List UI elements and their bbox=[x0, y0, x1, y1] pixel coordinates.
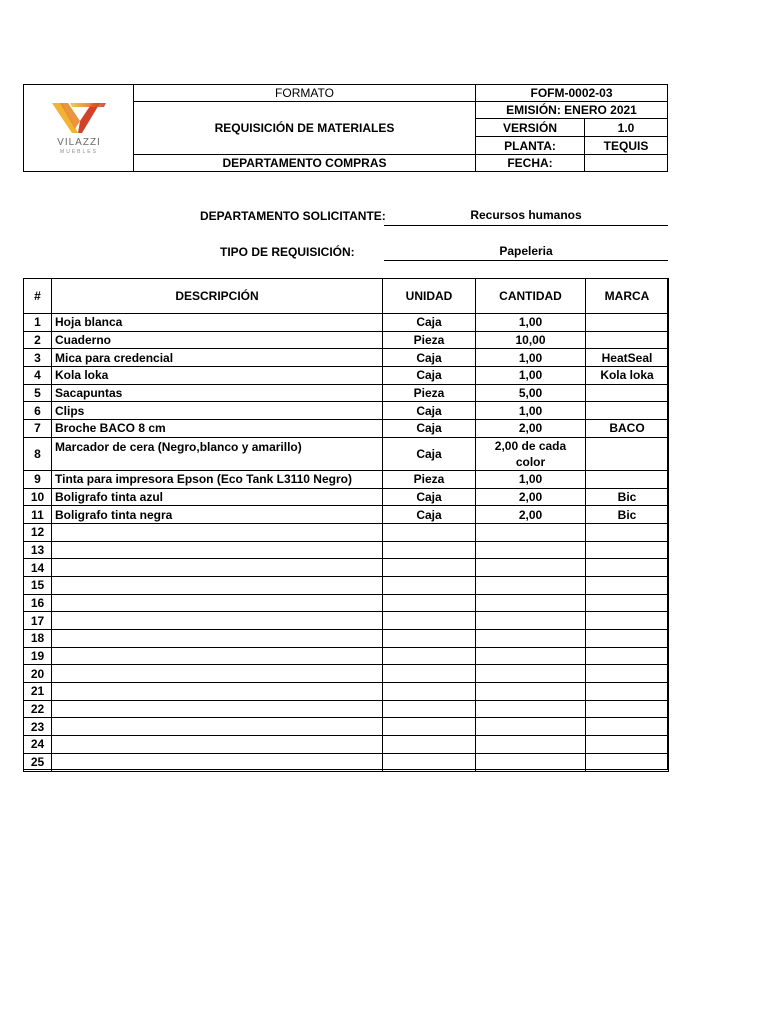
row-brand[interactable] bbox=[586, 630, 669, 648]
row-number: 19 bbox=[24, 647, 52, 665]
row-brand[interactable] bbox=[586, 594, 669, 612]
row-brand[interactable]: HeatSeal bbox=[586, 349, 669, 367]
row-quantity[interactable]: 1,00 bbox=[476, 349, 586, 367]
row-description[interactable]: Boligrafo tinta azul bbox=[52, 488, 383, 506]
row-number: 6 bbox=[24, 402, 52, 420]
row-number: 3 bbox=[24, 349, 52, 367]
row-brand[interactable] bbox=[586, 700, 669, 718]
row-unit[interactable]: Caja bbox=[383, 367, 476, 385]
table-row bbox=[24, 559, 669, 577]
row-unit[interactable]: Caja bbox=[383, 349, 476, 367]
row-quantity[interactable] bbox=[476, 736, 586, 754]
version-label: VERSIÓN bbox=[502, 120, 557, 135]
logo-subtext: MUEBLES bbox=[60, 149, 98, 155]
row-unit[interactable] bbox=[383, 559, 476, 577]
row-unit[interactable]: Caja bbox=[383, 488, 476, 506]
materials-table bbox=[23, 278, 669, 772]
row-quantity[interactable]: 2,00 bbox=[476, 420, 586, 438]
column-header-quantity: CANTIDAD bbox=[476, 279, 586, 314]
row-description[interactable] bbox=[52, 683, 383, 701]
column-header-brand: MARCA bbox=[586, 279, 669, 314]
row-brand[interactable] bbox=[586, 665, 669, 683]
table-row bbox=[24, 523, 669, 541]
row-description[interactable] bbox=[52, 736, 383, 754]
row-brand[interactable] bbox=[586, 647, 669, 665]
table-row bbox=[24, 736, 669, 754]
row-quantity[interactable] bbox=[476, 718, 586, 736]
row-unit[interactable] bbox=[383, 683, 476, 701]
row-brand[interactable] bbox=[586, 384, 669, 402]
row-unit[interactable] bbox=[383, 753, 476, 771]
requisition-type-value[interactable]: Papeleria bbox=[499, 244, 553, 258]
table-row bbox=[24, 349, 669, 367]
row-brand[interactable] bbox=[586, 753, 669, 771]
table-row bbox=[24, 420, 669, 438]
table-row bbox=[24, 630, 669, 648]
planta-value: TEQUIS bbox=[603, 138, 649, 153]
row-description[interactable] bbox=[52, 665, 383, 683]
table-row bbox=[24, 470, 669, 488]
row-quantity[interactable] bbox=[476, 541, 586, 559]
table-row bbox=[24, 402, 669, 420]
row-number: 12 bbox=[24, 523, 52, 541]
column-header-number: # bbox=[24, 279, 52, 314]
row-brand[interactable]: BACO bbox=[586, 420, 669, 438]
row-number: 8 bbox=[24, 437, 52, 470]
column-header-description: DESCRIPCIÓN bbox=[52, 279, 383, 314]
row-quantity[interactable] bbox=[476, 612, 586, 630]
row-quantity[interactable]: 2,00 bbox=[476, 488, 586, 506]
row-brand[interactable] bbox=[586, 612, 669, 630]
row-number: 24 bbox=[24, 736, 52, 754]
row-number: 11 bbox=[24, 506, 52, 524]
row-quantity[interactable]: 1,00 bbox=[476, 402, 586, 420]
row-number: 25 bbox=[24, 753, 52, 771]
row-description[interactable]: Clips bbox=[52, 402, 383, 420]
row-quantity[interactable] bbox=[476, 630, 586, 648]
table-header-row bbox=[24, 279, 669, 314]
row-brand[interactable]: Bic bbox=[586, 488, 669, 506]
row-unit[interactable]: Pieza bbox=[383, 384, 476, 402]
fecha-value[interactable] bbox=[585, 155, 667, 171]
row-description[interactable] bbox=[52, 718, 383, 736]
row-description[interactable]: Cuaderno bbox=[52, 331, 383, 349]
row-description[interactable]: Kola loka bbox=[52, 367, 383, 385]
row-quantity[interactable] bbox=[476, 665, 586, 683]
table-row bbox=[24, 331, 669, 349]
row-unit[interactable]: Caja bbox=[383, 420, 476, 438]
row-quantity[interactable]: 1,00 bbox=[476, 470, 586, 488]
row-description[interactable] bbox=[52, 594, 383, 612]
row-number: 15 bbox=[24, 576, 52, 594]
row-description[interactable] bbox=[52, 559, 383, 577]
row-unit[interactable] bbox=[383, 665, 476, 683]
row-unit[interactable]: Caja bbox=[383, 402, 476, 420]
requesting-department-value[interactable]: Recursos humanos bbox=[470, 208, 582, 222]
row-number: 4 bbox=[24, 367, 52, 385]
row-description[interactable]: Marcador de cera (Negro,blanco y amarillo) bbox=[52, 437, 383, 470]
table-row bbox=[24, 665, 669, 683]
row-brand[interactable] bbox=[586, 470, 669, 488]
row-quantity[interactable] bbox=[476, 594, 586, 612]
row-brand[interactable] bbox=[586, 523, 669, 541]
row-brand[interactable] bbox=[586, 541, 669, 559]
row-unit[interactable] bbox=[383, 700, 476, 718]
row-description[interactable] bbox=[52, 700, 383, 718]
document-title: REQUISICIÓN DE MATERIALES bbox=[214, 121, 395, 135]
requisition-type-label: TIPO DE REQUISICIÓN: bbox=[220, 245, 355, 259]
row-description[interactable] bbox=[52, 523, 383, 541]
table-row bbox=[24, 700, 669, 718]
table-row bbox=[24, 541, 669, 559]
planta-label: PLANTA: bbox=[504, 138, 556, 153]
row-number: 23 bbox=[24, 718, 52, 736]
row-number: 20 bbox=[24, 665, 52, 683]
table-row bbox=[24, 384, 669, 402]
table-row bbox=[24, 506, 669, 524]
row-unit[interactable] bbox=[383, 523, 476, 541]
row-number: 18 bbox=[24, 630, 52, 648]
table-row bbox=[24, 594, 669, 612]
row-number: 7 bbox=[24, 420, 52, 438]
fecha-label: FECHA: bbox=[507, 156, 553, 170]
row-brand[interactable] bbox=[586, 683, 669, 701]
row-unit[interactable] bbox=[383, 630, 476, 648]
logo-wordmark: VILAZZI bbox=[57, 137, 101, 148]
row-brand[interactable]: Bic bbox=[586, 506, 669, 524]
row-unit[interactable]: Pieza bbox=[383, 470, 476, 488]
row-number: 14 bbox=[24, 559, 52, 577]
row-brand[interactable] bbox=[586, 576, 669, 594]
formato-label: FORMATO bbox=[275, 86, 334, 100]
table-row bbox=[24, 437, 669, 470]
row-brand[interactable] bbox=[586, 331, 669, 349]
table-row bbox=[24, 647, 669, 665]
row-unit[interactable]: Caja bbox=[383, 314, 476, 332]
row-brand[interactable] bbox=[586, 718, 669, 736]
column-header-unit: UNIDAD bbox=[383, 279, 476, 314]
row-quantity[interactable] bbox=[476, 700, 586, 718]
row-unit[interactable] bbox=[383, 647, 476, 665]
table-row bbox=[24, 367, 669, 385]
row-quantity[interactable]: 5,00 bbox=[476, 384, 586, 402]
table-row bbox=[24, 314, 669, 332]
row-description[interactable]: Boligrafo tinta negra bbox=[52, 506, 383, 524]
row-description[interactable] bbox=[52, 753, 383, 771]
row-description[interactable] bbox=[52, 630, 383, 648]
row-number: 9 bbox=[24, 470, 52, 488]
row-brand[interactable] bbox=[586, 402, 669, 420]
row-quantity[interactable]: 2,00 bbox=[476, 506, 586, 524]
row-description[interactable]: Sacapuntas bbox=[52, 384, 383, 402]
row-number: 22 bbox=[24, 700, 52, 718]
row-number: 16 bbox=[24, 594, 52, 612]
row-quantity[interactable] bbox=[476, 753, 586, 771]
row-quantity[interactable]: 10,00 bbox=[476, 331, 586, 349]
requesting-department-label: DEPARTAMENTO SOLICITANTE: bbox=[200, 209, 386, 223]
row-brand[interactable] bbox=[586, 559, 669, 577]
row-quantity[interactable] bbox=[476, 523, 586, 541]
row-brand[interactable] bbox=[586, 437, 669, 470]
row-quantity[interactable] bbox=[476, 576, 586, 594]
row-unit[interactable]: Pieza bbox=[383, 331, 476, 349]
table-row bbox=[24, 576, 669, 594]
row-number: 2 bbox=[24, 331, 52, 349]
row-number: 13 bbox=[24, 541, 52, 559]
row-description[interactable]: Broche BACO 8 cm bbox=[52, 420, 383, 438]
table-row bbox=[24, 612, 669, 630]
row-unit[interactable] bbox=[383, 612, 476, 630]
row-quantity[interactable] bbox=[476, 683, 586, 701]
row-unit[interactable] bbox=[383, 594, 476, 612]
row-brand[interactable] bbox=[586, 314, 669, 332]
row-number: 5 bbox=[24, 384, 52, 402]
row-description[interactable] bbox=[52, 541, 383, 559]
row-unit[interactable]: Caja bbox=[383, 506, 476, 524]
row-description[interactable] bbox=[52, 612, 383, 630]
row-description[interactable]: Mica para credencial bbox=[52, 349, 383, 367]
row-quantity[interactable]: 2,00 de cada color bbox=[476, 437, 586, 470]
row-unit[interactable] bbox=[383, 576, 476, 594]
emision-date: EMISIÓN: ENERO 2021 bbox=[506, 103, 637, 117]
row-unit[interactable] bbox=[383, 736, 476, 754]
department-name: DEPARTAMENTO COMPRAS bbox=[222, 156, 387, 170]
row-quantity[interactable] bbox=[476, 647, 586, 665]
document-code: FOFM-0002-03 bbox=[530, 86, 613, 100]
row-unit[interactable] bbox=[383, 541, 476, 559]
row-quantity[interactable]: 1,00 bbox=[476, 367, 586, 385]
logo-cell bbox=[24, 85, 134, 171]
row-quantity[interactable]: 1,00 bbox=[476, 314, 586, 332]
row-description[interactable] bbox=[52, 647, 383, 665]
row-description[interactable]: Tinta para impresora Epson (Eco Tank L3110 Negro) bbox=[52, 470, 383, 488]
row-unit[interactable] bbox=[383, 718, 476, 736]
row-number: 1 bbox=[24, 314, 52, 332]
row-number: 10 bbox=[24, 488, 52, 506]
document-header bbox=[23, 84, 668, 172]
table-row bbox=[24, 488, 669, 506]
row-number: 17 bbox=[24, 612, 52, 630]
table-row bbox=[24, 753, 669, 771]
row-number: 21 bbox=[24, 683, 52, 701]
vilazzi-logo-icon bbox=[42, 99, 116, 137]
row-description[interactable] bbox=[52, 576, 383, 594]
row-brand[interactable]: Kola loka bbox=[586, 367, 669, 385]
row-description[interactable]: Hoja blanca bbox=[52, 314, 383, 332]
row-unit[interactable]: Caja bbox=[383, 437, 476, 470]
table-row bbox=[24, 683, 669, 701]
table-row bbox=[24, 718, 669, 736]
row-quantity[interactable] bbox=[476, 559, 586, 577]
row-brand[interactable] bbox=[586, 736, 669, 754]
version-value: 1.0 bbox=[617, 120, 635, 135]
